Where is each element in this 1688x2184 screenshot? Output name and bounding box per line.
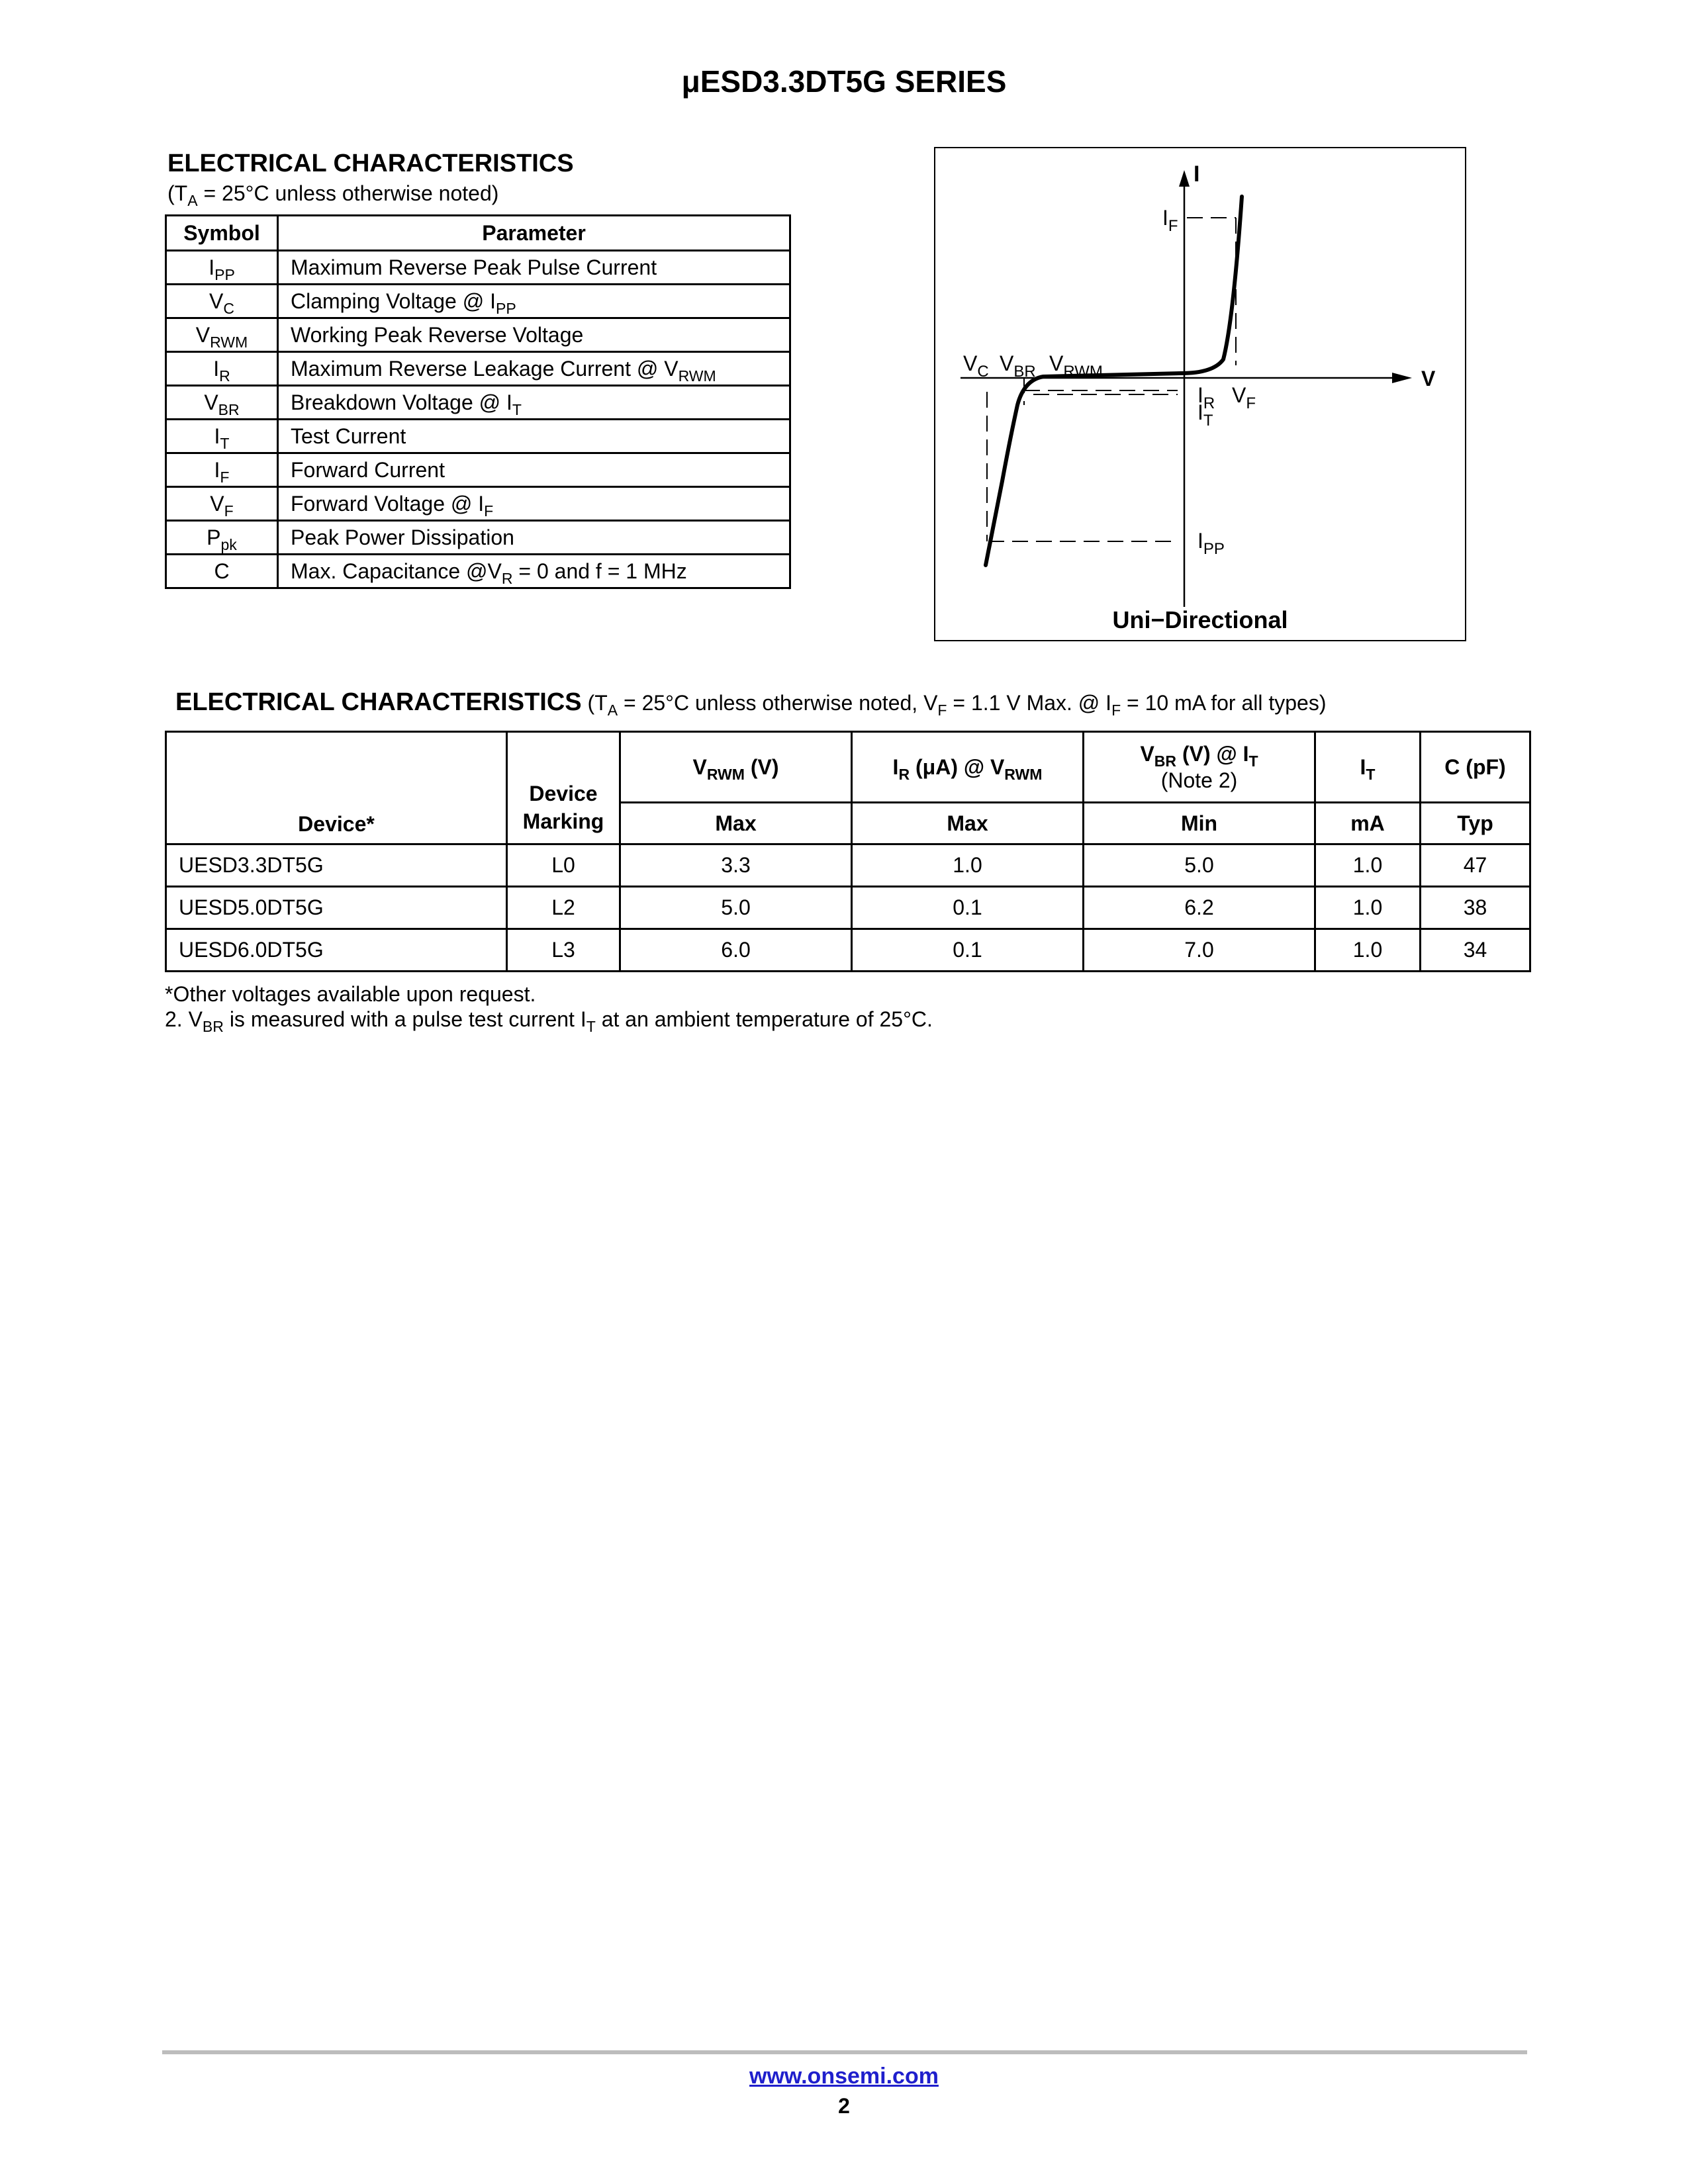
parameter-cell: Breakdown Voltage @ $I_T$ — [278, 386, 790, 420]
symbol-cell: $I_T$ — [166, 420, 278, 453]
symbol-cell: $V_C$ — [166, 285, 278, 318]
capacitance-column-header: C (pF) — [1421, 732, 1530, 803]
symbol-row — [166, 555, 790, 588]
it-column-header: $I_T$ — [1315, 732, 1421, 803]
vrwm-column-header: $V_{RWM}$ (V) — [620, 732, 852, 803]
symbol-parameter-table — [165, 214, 791, 589]
vbr-column-header: $V_{BR}$ (V) @ $I_T$ (Note 2) — [1084, 732, 1315, 803]
label-ir: $I_R$ — [1197, 383, 1215, 412]
device-cell: UESD5.0DT5G — [166, 887, 507, 929]
label-vbr: $V_{BR}$ — [1000, 351, 1036, 381]
symbol-cell: $V_{BR}$ — [166, 386, 278, 420]
vbr-cell: 6.2 — [1084, 887, 1315, 929]
diagram-caption: Uni−Directional — [1112, 606, 1288, 633]
device-cell: UESD3.3DT5G — [166, 844, 507, 887]
device-column-header: Device* — [166, 732, 507, 844]
parameter-cell: Forward Voltage @ $I_F$ — [278, 487, 790, 521]
label-it: $I_T$ — [1197, 400, 1213, 430]
parameter-cell: Forward Current — [278, 453, 790, 487]
symbol-row — [166, 521, 790, 555]
parameter-cell: Maximum Reverse Peak Pulse Current — [278, 251, 790, 285]
current-axis-arrow — [1179, 170, 1190, 187]
capacitance-cell: 38 — [1421, 887, 1530, 929]
footer-url-link[interactable]: www.onsemi.com — [749, 2064, 939, 2089]
vrwm-cell: 3.3 — [620, 844, 852, 887]
note-other-voltages: *Other voltages available upon request. — [165, 982, 536, 1006]
label-if: $I_F$ — [1162, 206, 1178, 235]
device-row — [166, 887, 1530, 929]
page-number: 2 — [838, 2094, 850, 2118]
vbr-subheader: Min — [1084, 803, 1315, 844]
symbol-row — [166, 352, 790, 386]
ir-subheader: Max — [852, 803, 1084, 844]
ir-cell: 1.0 — [852, 844, 1084, 887]
axis-label-i: I — [1194, 161, 1200, 187]
label-ipp: $I_{PP}$ — [1197, 529, 1225, 558]
iv-characteristic-diagram — [934, 147, 1466, 641]
symbol-row — [166, 420, 790, 453]
symbol-row — [166, 386, 790, 420]
symbol-row — [166, 285, 790, 318]
symbol-section-note: ($T_A = 25^\circ C$ unless otherwise noted) — [167, 181, 499, 210]
label-vrwm: $V_{RWM}$ — [1049, 351, 1103, 381]
parameter-column-header: Parameter — [278, 216, 790, 251]
it-subheader: mA — [1315, 803, 1421, 844]
footer-divider — [162, 2050, 1527, 2054]
symbol-cell: $V_F$ — [166, 487, 278, 521]
symbol-row — [166, 251, 790, 285]
parameter-cell: Maximum Reverse Leakage Current @ $V_{RWM}$ — [278, 352, 790, 386]
axis-label-v: V — [1421, 367, 1436, 390]
vbr-cell: 5.0 — [1084, 844, 1315, 887]
table-notes — [165, 981, 933, 1036]
it-cell: 1.0 — [1315, 929, 1421, 972]
ir-cell: 0.1 — [852, 929, 1084, 972]
vrwm-cell: 6.0 — [620, 929, 852, 972]
ir-column-header: $I_R$ (μA) @ $V_{RWM}$ — [852, 732, 1084, 803]
device-row — [166, 844, 1530, 887]
label-vf: $V_F$ — [1232, 383, 1256, 412]
ir-cell: 0.1 — [852, 887, 1084, 929]
symbol-column-header: Symbol — [166, 216, 278, 251]
it-cell: 1.0 — [1315, 887, 1421, 929]
symbol-cell: $V_{RWM}$ — [166, 318, 278, 352]
parameter-cell: Test Current — [278, 420, 790, 453]
capacitance-cell: 34 — [1421, 929, 1530, 972]
vbr-cell: 7.0 — [1084, 929, 1315, 972]
symbol-row — [166, 487, 790, 521]
parameter-cell: Working Peak Reverse Voltage — [278, 318, 790, 352]
device-cell: UESD6.0DT5G — [166, 929, 507, 972]
marking-column-header: Device Marking — [507, 732, 620, 844]
note-2: 2. $V_{BR}$ is measured with a pulse test current $I_T$ at an ambient temperature of 25°C. — [165, 1007, 933, 1036]
symbol-cell: $P_{pk}$ — [166, 521, 278, 555]
symbol-cell: $I_R$ — [166, 352, 278, 386]
page-title: μESD3.3DT5G SERIES — [681, 64, 1007, 99]
vrwm-subheader: Max — [620, 803, 852, 844]
marking-cell: L3 — [507, 929, 620, 972]
voltage-axis-arrow — [1392, 373, 1412, 383]
parameter-cell: Peak Power Dissipation — [278, 521, 790, 555]
device-section-heading: ELECTRICAL CHARACTERISTICS ($T_A = 25^\circ C$ unless otherwise noted, $V_F = 1.1$ V Max. @ $I_F = 10$ mA for all types) — [175, 688, 1327, 719]
marking-cell: L2 — [507, 887, 620, 929]
vrwm-cell: 5.0 — [620, 887, 852, 929]
symbol-cell: $I_{PP}$ — [166, 251, 278, 285]
device-row — [166, 929, 1530, 972]
symbol-row — [166, 453, 790, 487]
symbol-section-heading: ELECTRICAL CHARACTERISTICS — [167, 150, 574, 177]
symbol-cell: $I_F$ — [166, 453, 278, 487]
capacitance-subheader: Typ — [1421, 803, 1530, 844]
symbol-row — [166, 318, 790, 352]
label-vc: $V_C$ — [963, 351, 989, 381]
it-cell: 1.0 — [1315, 844, 1421, 887]
device-characteristics-table — [165, 731, 1531, 972]
capacitance-cell: 47 — [1421, 844, 1530, 887]
parameter-cell: Max. Capacitance $@V_R = 0$ and f = 1 MHz — [278, 555, 790, 588]
parameter-cell: Clamping Voltage @ $I_{PP}$ — [278, 285, 790, 318]
symbol-cell: C — [166, 555, 278, 588]
marking-cell: L0 — [507, 844, 620, 887]
